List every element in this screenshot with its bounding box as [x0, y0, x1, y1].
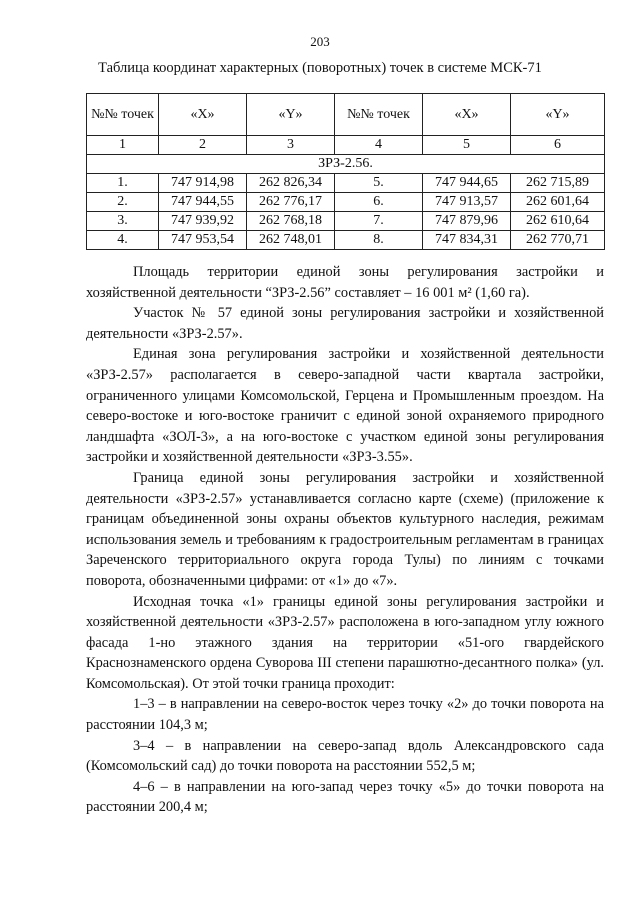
column-number-row	[87, 136, 605, 155]
zone-row	[87, 155, 605, 174]
table-cell: 747 914,98	[159, 174, 247, 193]
header-cell: «X»	[423, 94, 511, 136]
table-cell: 747 944,55	[159, 193, 247, 212]
table-cell: 262 776,17	[247, 193, 335, 212]
table-cell: 262 826,34	[247, 174, 335, 193]
table-header-row	[87, 94, 605, 136]
table-cell: 1.	[87, 174, 159, 193]
coordinates-table	[86, 93, 605, 250]
paragraph-segment-1-3: 1–3 – в направлении на северо-восток через точку «2» до точки поворота на расстоянии 104,3 м;	[86, 696, 604, 734]
table-cell: 747 834,31	[423, 231, 511, 250]
table-cell: 747 939,92	[159, 212, 247, 231]
table-cell: 747 953,54	[159, 231, 247, 250]
column-number: 5	[423, 136, 511, 155]
header-cell: №№ точек	[335, 94, 423, 136]
paragraph-segment-4-6: 4–6 – в направлении на юго-запад через точку «5» до точки поворота на расстоянии 200,4 м;	[86, 778, 604, 816]
paragraph-plot: Участок № 57 единой зоны регулирования застройки и хозяйственной деятельности «ЗРЗ-2.57».	[86, 305, 604, 342]
table-cell: 262 770,71	[511, 231, 605, 250]
column-number: 1	[87, 136, 159, 155]
column-number: 6	[511, 136, 605, 155]
table-caption: Таблица координат характерных (поворотных) точек в системе МСК-71	[98, 60, 542, 76]
table-row	[87, 212, 605, 231]
table-cell: 747 944,65	[423, 174, 511, 193]
table-row	[87, 193, 605, 212]
table-cell: 2.	[87, 193, 159, 212]
table-cell: 747 913,57	[423, 193, 511, 212]
header-cell: «X»	[159, 94, 247, 136]
table-cell: 5.	[335, 174, 423, 193]
paragraph-area: Площадь территории единой зоны регулирования застройки и хозяйственной деятельности “ЗРЗ-2.56” составляет – 16 001 м² (1,60 га).	[86, 264, 604, 301]
column-number: 3	[247, 136, 335, 155]
page-number: 203	[310, 34, 330, 49]
table-cell: 262 748,01	[247, 231, 335, 250]
paragraph-location: Единая зона регулирования застройки и хозяйственной деятельности «ЗРЗ-2.57» располагается в северо-западной части квартала застройки, ограниченного улицами Комсомольской, Герцена и Промышленным проездом. На северо-востоке и юго-востоке граничит с единой зоной охраняемого природного ландшафта «ЗОЛ-3», а на юго-востоке с участком единой зоны регулирования застройки и хозяйственной деятельности «ЗРЗ-3.55».	[86, 346, 604, 466]
table-cell: 262 601,64	[511, 193, 605, 212]
paragraph-start-point: Исходная точка «1» границы единой зоны регулирования застройки и хозяйственной деятельности «ЗРЗ-2.57» расположена в юго-западном углу южного фасада 1-но этажного здания на территории «51-ого гвардейского Краснознаменского ордена Суворова III степени парашютно-десантного полка» (ул. Комсомольская). От этой точки граница проходит:	[86, 593, 604, 692]
column-number: 4	[335, 136, 423, 155]
table-cell: 262 768,18	[247, 212, 335, 231]
table-cell: 3.	[87, 212, 159, 231]
paragraph-segment-3-4: 3–4 – в направлении на северо-запад вдоль Александровского сада (Комсомольский сад) до точки поворота на расстоянии 552,5 м;	[86, 737, 604, 775]
header-cell: «Y»	[511, 94, 605, 136]
table-cell: 262 715,89	[511, 174, 605, 193]
header-cell: №№ точек	[87, 94, 159, 136]
table-row	[87, 231, 605, 250]
table-cell: 8.	[335, 231, 423, 250]
table-row	[87, 174, 605, 193]
zone-label: ЗРЗ-2.56.	[87, 155, 605, 174]
column-number: 2	[159, 136, 247, 155]
paragraph-boundary: Граница единой зоны регулирования застройки и хозяйственной деятельности «ЗРЗ-2.57» устанавливается согласно карте (схеме) (приложение к границам объединенной зоны охраны объектов культурного наследия, режимам использования земель и требованиям к градостроительным регламентам в границах Зареченского территориального округа города Тулы) по линиям с точками поворота, обозначенными цифрами: от «1» до «7».	[86, 469, 604, 589]
table-cell: 6.	[335, 193, 423, 212]
header-cell: «Y»	[247, 94, 335, 136]
table-cell: 747 879,96	[423, 212, 511, 231]
table-cell: 7.	[335, 212, 423, 231]
body-text	[86, 262, 604, 818]
table-cell: 262 610,64	[511, 212, 605, 231]
table-cell: 4.	[87, 231, 159, 250]
